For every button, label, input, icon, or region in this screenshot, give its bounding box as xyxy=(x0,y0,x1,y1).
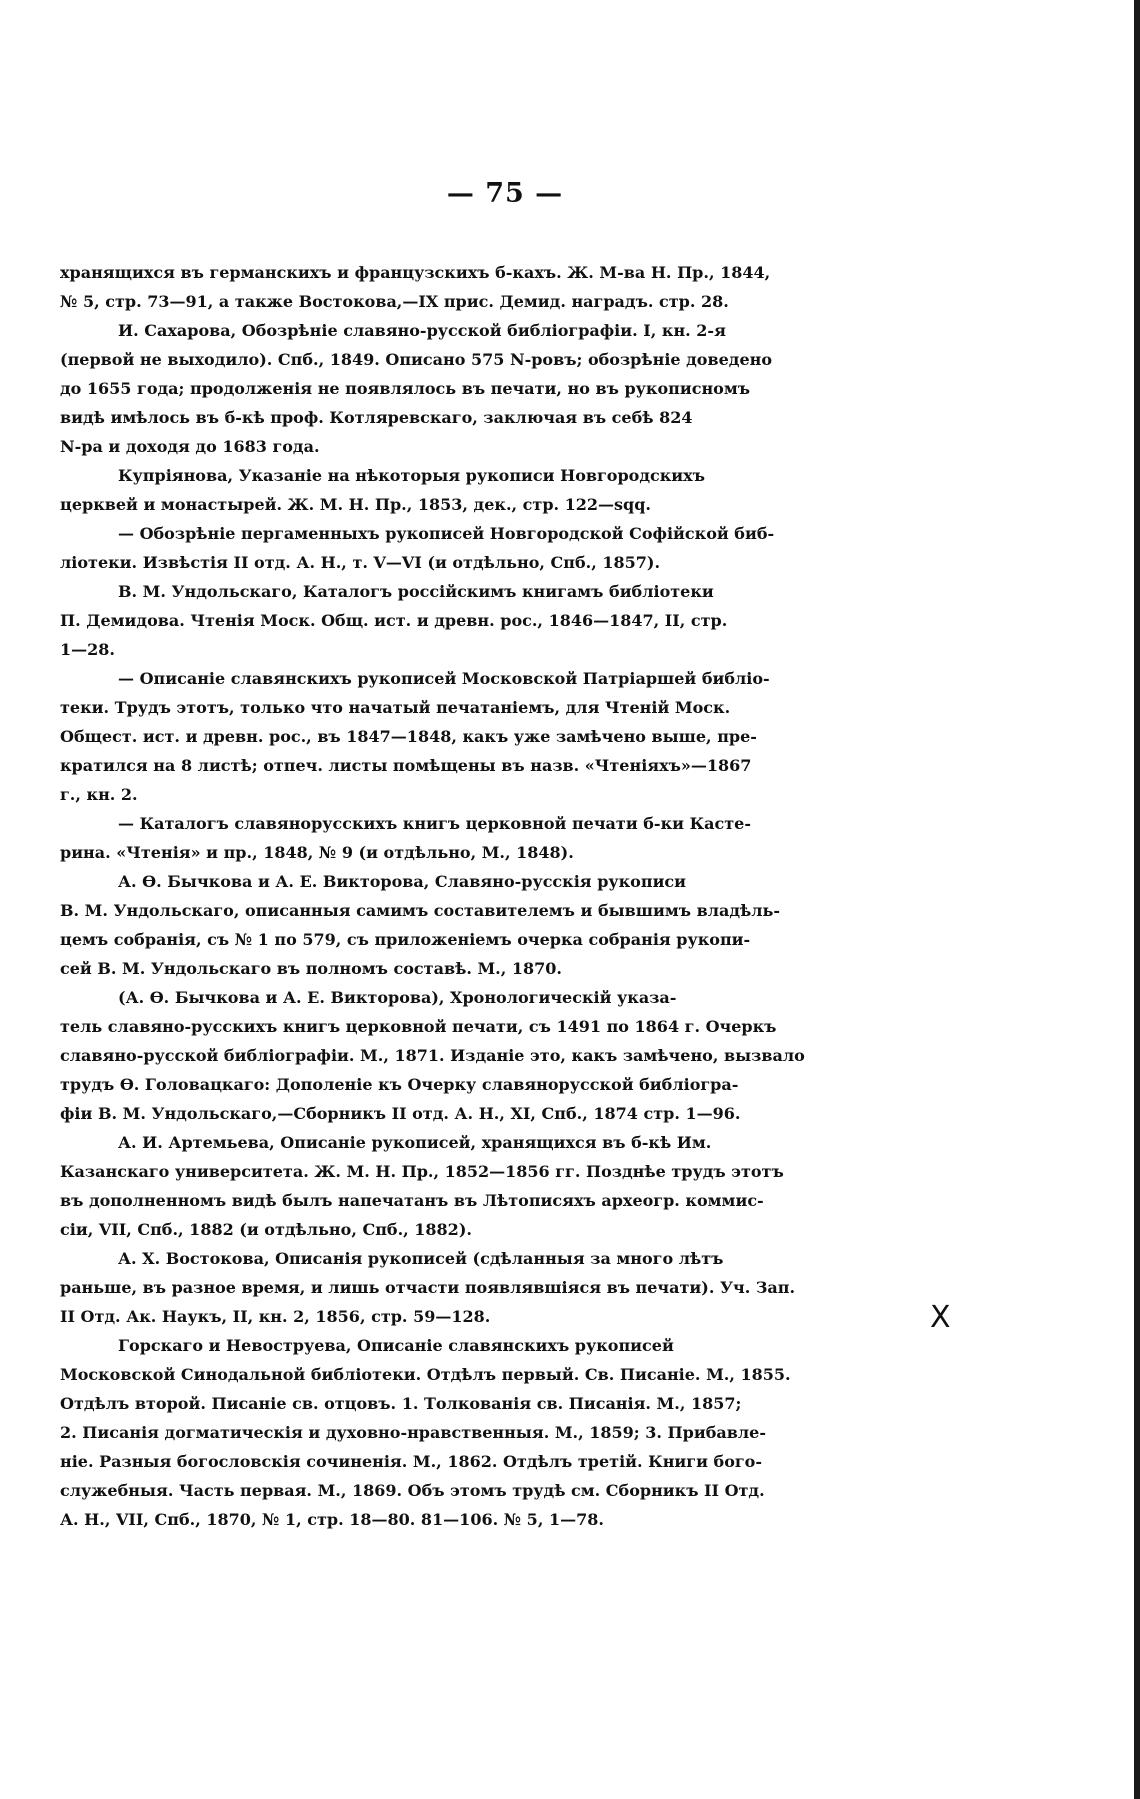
text-line: (А. Ѳ. Бычкова и А. Е. Викторова), Хронологическій указа- xyxy=(118,988,677,1007)
text-line: № 5, стр. 73—91, а также Востокова,—IX прис. Демид. наградъ. стр. 28. xyxy=(60,292,729,311)
scan-edge xyxy=(1134,0,1140,1799)
text-line: въ дополненномъ видѣ былъ напечатанъ въ Лѣтописяхъ археогр. коммис- xyxy=(60,1191,764,1210)
text-line: 2. Писанія догматическія и духовно-нравственныя. М., 1859; 3. Прибавле- xyxy=(60,1423,766,1442)
text-line: II Отд. Ак. Наукъ, II, кн. 2, 1856, стр. 59—128. xyxy=(60,1307,491,1326)
text-line: ліотеки. Извѣстія II отд. А. Н., т. V—VI (и отдѣльно, Спб., 1857). xyxy=(60,553,661,572)
text-line: г., кн. 2. xyxy=(60,785,138,804)
text-line: — Описаніе славянскихъ рукописей Московской Патріаршей библіо- xyxy=(118,669,770,688)
text-line: хранящихся въ германскихъ и французскихъ б-кахъ. Ж. М-ва Н. Пр., 1844, xyxy=(60,263,771,282)
text-line: И. Сахарова, Обозрѣніе славяно-русской библіографіи. I, кн. 2-я xyxy=(118,321,726,340)
text-line: рина. «Чтенія» и пр., 1848, № 9 (и отдѣльно, М., 1848). xyxy=(60,843,574,862)
text-line: А. И. Артемьева, Описаніе рукописей, хранящихся въ б-кѣ Им. xyxy=(118,1133,712,1152)
text-line: видѣ имѣлось въ б-кѣ проф. Котляревскаго, заключая въ себѣ 824 xyxy=(60,408,693,427)
text-line: Отдѣлъ второй. Писаніе св. отцовъ. 1. Толкованія св. Писанія. М., 1857; xyxy=(60,1394,742,1413)
text-line: 1—28. xyxy=(60,640,115,659)
text-line: церквей и монастырей. Ж. М. Н. Пр., 1853, дек., стр. 122—sqq. xyxy=(60,495,651,514)
text-line: Горскаго и Невоструева, Описаніе славянскихъ рукописей xyxy=(118,1336,674,1355)
text-line: до 1655 года; продолженія не появлялось въ печати, но въ рукописномъ xyxy=(60,379,750,398)
text-line: N-ра и доходя до 1683 года. xyxy=(60,437,320,456)
text-line: Купріянова, Указаніе на нѣкоторыя рукописи Новгородскихъ xyxy=(118,466,705,485)
text-line: (первой не выходило). Спб., 1849. Описано 575 N-ровъ; обозрѣніе доведено xyxy=(60,350,772,369)
page-body xyxy=(60,258,880,1534)
handwritten-mark: X xyxy=(930,1300,951,1335)
text-line: кратился на 8 листѣ; отпеч. листы помѣщены въ назв. «Чтеніяхъ»—1867 xyxy=(60,756,752,775)
text-line: А. Ѳ. Бычкова и А. Е. Викторова, Славяно-русскія рукописи xyxy=(118,872,687,891)
text-line: сіи, VII, Спб., 1882 (и отдѣльно, Спб., 1882). xyxy=(60,1220,472,1239)
text-line: тель славяно-русскихъ книгъ церковной печати, съ 1491 по 1864 г. Очеркъ xyxy=(60,1017,777,1036)
text-line: славяно-русской библіографіи. М., 1871. Изданіе это, какъ замѣчено, вызвало xyxy=(60,1046,805,1065)
text-line: — Обозрѣніе пергаменныхъ рукописей Новгородской Софійской биб- xyxy=(118,524,775,543)
text-line: теки. Трудъ этотъ, только что начатый печатаніемъ, для Чтеній Моск. xyxy=(60,698,731,717)
text-line: сей В. М. Ундольскаго въ полномъ составѣ. М., 1870. xyxy=(60,959,562,978)
text-line: Казанскаго университета. Ж. М. Н. Пр., 1852—1856 гг. Позднѣе трудъ этотъ xyxy=(60,1162,784,1181)
text-line: А. Х. Востокова, Описанія рукописей (сдѣланныя за много лѣтъ xyxy=(118,1249,724,1268)
text-line: цемъ собранія, съ № 1 по 579, съ приложеніемъ очерка собранія рукопи- xyxy=(60,930,751,949)
page-number: — 75 — xyxy=(446,178,564,209)
text-line: В. М. Ундольскаго, Каталогъ россійскимъ книгамъ библіотеки xyxy=(118,582,714,601)
text-line: раньше, въ разное время, и лишь отчасти появлявшіяся въ печати). Уч. Зап. xyxy=(60,1278,796,1297)
text-line: В. М. Ундольскаго, описанныя самимъ составителемъ и бывшимъ владѣль- xyxy=(60,901,781,920)
text-line: Общест. ист. и древн. рос., въ 1847—1848, какъ уже замѣчено выше, пре- xyxy=(60,727,757,746)
text-line: трудъ Ѳ. Головацкаго: Дополеніе къ Очерку славянорусской библіогра- xyxy=(60,1075,739,1094)
text-line: служебныя. Часть первая. М., 1869. Объ этомъ трудѣ см. Сборникъ II Отд. xyxy=(60,1481,765,1500)
text-line: А. Н., VII, Спб., 1870, № 1, стр. 18—80. 81—106. № 5, 1—78. xyxy=(60,1510,604,1529)
text-line: — Каталогъ славянорусскихъ книгъ церковной печати б-ки Кастe- xyxy=(118,814,751,833)
text-line: ніе. Разныя богословскія сочиненія. М., 1862. Отдѣлъ третій. Книги бого- xyxy=(60,1452,762,1471)
text-line: П. Демидова. Чтенія Моск. Общ. ист. и древн. рос., 1846—1847, II, стр. xyxy=(60,611,728,630)
text-line: Московской Синодальной библіотеки. Отдѣлъ первый. Св. Писаніе. М., 1855. xyxy=(60,1365,791,1384)
text-line: фіи В. М. Ундольскаго,—Сборникъ II отд. А. Н., XI, Спб., 1874 стр. 1—96. xyxy=(60,1104,741,1123)
